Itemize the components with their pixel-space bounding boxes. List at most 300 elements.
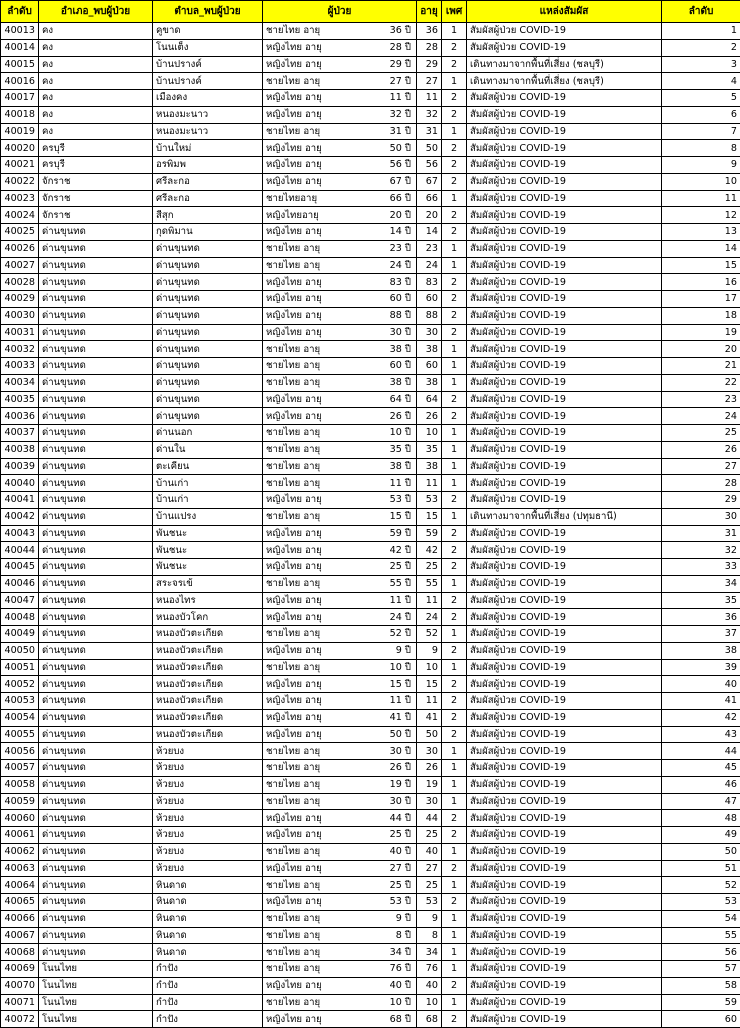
cell-order[interactable]: 30	[662, 508, 740, 525]
cell-amphoe[interactable]: ด่านขุนทด	[39, 659, 153, 676]
cell-order[interactable]: 20	[662, 341, 740, 358]
cell-source[interactable]: สัมผัสผู้ป่วย COVID-19	[467, 391, 662, 408]
cell-order[interactable]: 24	[662, 408, 740, 425]
cell-sex[interactable]: 2	[442, 592, 467, 609]
cell-id[interactable]: 40016	[1, 73, 39, 90]
cell-order[interactable]: 5	[662, 90, 740, 107]
cell-source[interactable]: สัมผัสผู้ป่วย COVID-19	[467, 90, 662, 107]
cell-patient[interactable]	[263, 575, 417, 592]
cell-sex[interactable]: 1	[442, 508, 467, 525]
cell-patient[interactable]	[263, 240, 417, 257]
cell-order[interactable]: 4	[662, 73, 740, 90]
cell-tambon[interactable]: ห้วยบง	[153, 843, 263, 860]
cell-source[interactable]: สัมผัสผู้ป่วย COVID-19	[467, 894, 662, 911]
cell-amphoe[interactable]: ด่านขุนทด	[39, 642, 153, 659]
cell-id[interactable]: 40038	[1, 441, 39, 458]
cell-sex[interactable]: 1	[442, 190, 467, 207]
cell-source[interactable]: สัมผัสผู้ป่วย COVID-19	[467, 559, 662, 576]
cell-order[interactable]: 50	[662, 843, 740, 860]
cell-source[interactable]: สัมผัสผู้ป่วย COVID-19	[467, 492, 662, 509]
cell-id[interactable]: 40045	[1, 559, 39, 576]
cell-order[interactable]: 53	[662, 894, 740, 911]
cell-amphoe[interactable]: โนนไทย	[39, 994, 153, 1011]
cell-age[interactable]: 32	[417, 106, 442, 123]
cell-tambon[interactable]: ด่านขุนทด	[153, 257, 263, 274]
cell-amphoe[interactable]: ด่านขุนทด	[39, 810, 153, 827]
cell-tambon[interactable]: สีสุก	[153, 207, 263, 224]
cell-tambon[interactable]: หนองมะนาว	[153, 106, 263, 123]
cell-amphoe[interactable]: ด่านขุนทด	[39, 693, 153, 710]
cell-age[interactable]: 24	[417, 609, 442, 626]
cell-patient[interactable]	[263, 810, 417, 827]
cell-amphoe[interactable]: ด่านขุนทด	[39, 525, 153, 542]
cell-id[interactable]: 40022	[1, 173, 39, 190]
cell-source[interactable]: สัมผัสผู้ป่วย COVID-19	[467, 1011, 662, 1028]
cell-patient[interactable]	[263, 39, 417, 56]
cell-order[interactable]: 43	[662, 726, 740, 743]
cell-age[interactable]: 31	[417, 123, 442, 140]
cell-age[interactable]: 50	[417, 726, 442, 743]
cell-tambon[interactable]: ศรีละกอ	[153, 173, 263, 190]
cell-amphoe[interactable]: ด่านขุนทด	[39, 257, 153, 274]
cell-sex[interactable]: 1	[442, 23, 467, 40]
cell-sex[interactable]: 2	[442, 894, 467, 911]
cell-tambon[interactable]: ห้วยบง	[153, 810, 263, 827]
cell-patient[interactable]	[263, 425, 417, 442]
cell-order[interactable]: 14	[662, 240, 740, 257]
cell-amphoe[interactable]: ด่านขุนทด	[39, 592, 153, 609]
cell-tambon[interactable]: ห้วยบง	[153, 793, 263, 810]
cell-tambon[interactable]: สระจรเข้	[153, 575, 263, 592]
cell-order[interactable]: 23	[662, 391, 740, 408]
cell-patient[interactable]	[263, 508, 417, 525]
cell-source[interactable]: สัมผัสผู้ป่วย COVID-19	[467, 693, 662, 710]
cell-tambon[interactable]: ศรีละกอ	[153, 190, 263, 207]
cell-sex[interactable]: 2	[442, 224, 467, 241]
cell-amphoe[interactable]: จักราช	[39, 173, 153, 190]
cell-sex[interactable]: 1	[442, 944, 467, 961]
cell-id[interactable]: 40050	[1, 642, 39, 659]
cell-amphoe[interactable]: ด่านขุนทด	[39, 927, 153, 944]
cell-order[interactable]: 21	[662, 358, 740, 375]
cell-source[interactable]: สัมผัสผู้ป่วย COVID-19	[467, 358, 662, 375]
cell-tambon[interactable]: พันชนะ	[153, 559, 263, 576]
cell-age[interactable]: 50	[417, 140, 442, 157]
cell-amphoe[interactable]: ด่านขุนทด	[39, 408, 153, 425]
cell-tambon[interactable]: หนองไทร	[153, 592, 263, 609]
cell-amphoe[interactable]: คง	[39, 73, 153, 90]
cell-amphoe[interactable]: ด่านขุนทด	[39, 709, 153, 726]
cell-source[interactable]: สัมผัสผู้ป่วย COVID-19	[467, 475, 662, 492]
cell-order[interactable]: 7	[662, 123, 740, 140]
cell-id[interactable]: 40032	[1, 341, 39, 358]
cell-age[interactable]: 88	[417, 307, 442, 324]
cell-id[interactable]: 40063	[1, 860, 39, 877]
cell-patient[interactable]	[263, 977, 417, 994]
cell-tambon[interactable]: คูขาด	[153, 23, 263, 40]
cell-patient[interactable]	[263, 944, 417, 961]
cell-id[interactable]: 40043	[1, 525, 39, 542]
cell-patient[interactable]	[263, 693, 417, 710]
cell-amphoe[interactable]: คง	[39, 90, 153, 107]
cell-order[interactable]: 27	[662, 458, 740, 475]
cell-sex[interactable]: 2	[442, 542, 467, 559]
cell-age[interactable]: 25	[417, 827, 442, 844]
cell-source[interactable]: สัมผัสผู้ป่วย COVID-19	[467, 207, 662, 224]
cell-tambon[interactable]: หนองบัวโคก	[153, 609, 263, 626]
cell-patient[interactable]	[263, 843, 417, 860]
cell-sex[interactable]: 1	[442, 257, 467, 274]
cell-source[interactable]: สัมผัสผู้ป่วย COVID-19	[467, 542, 662, 559]
cell-tambon[interactable]: ด่านขุนทด	[153, 291, 263, 308]
cell-patient[interactable]	[263, 492, 417, 509]
cell-tambon[interactable]: ด่านขุนทด	[153, 240, 263, 257]
cell-source[interactable]: สัมผัสผู้ป่วย COVID-19	[467, 944, 662, 961]
cell-sex[interactable]: 1	[442, 877, 467, 894]
cell-amphoe[interactable]: ด่านขุนทด	[39, 676, 153, 693]
cell-sex[interactable]: 2	[442, 207, 467, 224]
cell-tambon[interactable]: ห้วยบง	[153, 827, 263, 844]
cell-patient[interactable]	[263, 207, 417, 224]
cell-tambon[interactable]: ด่านขุนทด	[153, 408, 263, 425]
cell-sex[interactable]: 2	[442, 693, 467, 710]
cell-amphoe[interactable]: ด่านขุนทด	[39, 307, 153, 324]
cell-sex[interactable]: 1	[442, 240, 467, 257]
cell-sex[interactable]: 2	[442, 709, 467, 726]
cell-sex[interactable]: 2	[442, 642, 467, 659]
cell-tambon[interactable]: ด่านนอก	[153, 425, 263, 442]
cell-id[interactable]: 40064	[1, 877, 39, 894]
cell-order[interactable]: 49	[662, 827, 740, 844]
cell-patient[interactable]	[263, 877, 417, 894]
cell-id[interactable]: 40018	[1, 106, 39, 123]
cell-sex[interactable]: 2	[442, 726, 467, 743]
cell-tambon[interactable]: หนองบัวตะเกียด	[153, 659, 263, 676]
cell-patient[interactable]	[263, 994, 417, 1011]
cell-age[interactable]: 29	[417, 56, 442, 73]
cell-sex[interactable]: 2	[442, 676, 467, 693]
cell-source[interactable]: สัมผัสผู้ป่วย COVID-19	[467, 776, 662, 793]
cell-patient[interactable]	[263, 291, 417, 308]
cell-sex[interactable]: 2	[442, 157, 467, 174]
cell-tambon[interactable]: กำปัง	[153, 994, 263, 1011]
cell-id[interactable]: 40037	[1, 425, 39, 442]
cell-id[interactable]: 40014	[1, 39, 39, 56]
cell-sex[interactable]: 2	[442, 173, 467, 190]
cell-age[interactable]: 27	[417, 860, 442, 877]
cell-id[interactable]: 40023	[1, 190, 39, 207]
cell-patient[interactable]	[263, 23, 417, 40]
cell-age[interactable]: 25	[417, 877, 442, 894]
cell-source[interactable]: สัมผัสผู้ป่วย COVID-19	[467, 257, 662, 274]
cell-order[interactable]: 31	[662, 525, 740, 542]
cell-order[interactable]: 51	[662, 860, 740, 877]
cell-sex[interactable]: 2	[442, 291, 467, 308]
cell-tambon[interactable]: หินดาด	[153, 927, 263, 944]
cell-tambon[interactable]: บ้านเก่า	[153, 492, 263, 509]
cell-source[interactable]: สัมผัสผู้ป่วย COVID-19	[467, 341, 662, 358]
cell-age[interactable]: 10	[417, 659, 442, 676]
cell-amphoe[interactable]: ด่านขุนทด	[39, 475, 153, 492]
cell-sex[interactable]: 1	[442, 994, 467, 1011]
cell-tambon[interactable]: หนองบัวตะเกียด	[153, 676, 263, 693]
cell-amphoe[interactable]: ด่านขุนทด	[39, 425, 153, 442]
cell-age[interactable]: 38	[417, 458, 442, 475]
cell-order[interactable]: 26	[662, 441, 740, 458]
cell-tambon[interactable]: หนองบัวตะเกียด	[153, 726, 263, 743]
cell-sex[interactable]: 1	[442, 441, 467, 458]
cell-tambon[interactable]: ด่านขุนทด	[153, 307, 263, 324]
cell-id[interactable]: 40017	[1, 90, 39, 107]
cell-amphoe[interactable]: โนนไทย	[39, 977, 153, 994]
cell-source[interactable]: สัมผัสผู้ป่วย COVID-19	[467, 927, 662, 944]
cell-amphoe[interactable]: คง	[39, 123, 153, 140]
cell-sex[interactable]: 2	[442, 56, 467, 73]
cell-patient[interactable]	[263, 307, 417, 324]
cell-patient[interactable]	[263, 559, 417, 576]
cell-id[interactable]: 40066	[1, 910, 39, 927]
cell-age[interactable]: 27	[417, 73, 442, 90]
cell-age[interactable]: 59	[417, 525, 442, 542]
cell-age[interactable]: 44	[417, 810, 442, 827]
header-patient[interactable]: ผู้ป่วย	[263, 1, 417, 23]
cell-order[interactable]: 37	[662, 626, 740, 643]
cell-order[interactable]: 18	[662, 307, 740, 324]
cell-age[interactable]: 56	[417, 157, 442, 174]
cell-age[interactable]: 9	[417, 910, 442, 927]
cell-age[interactable]: 26	[417, 408, 442, 425]
cell-order[interactable]: 28	[662, 475, 740, 492]
cell-tambon[interactable]: กำปัง	[153, 961, 263, 978]
cell-order[interactable]: 36	[662, 609, 740, 626]
cell-id[interactable]: 40019	[1, 123, 39, 140]
cell-age[interactable]: 10	[417, 994, 442, 1011]
cell-order[interactable]: 11	[662, 190, 740, 207]
cell-amphoe[interactable]: โนนไทย	[39, 961, 153, 978]
header-amphoe[interactable]: อำเภอ_พบผู้ป่วย	[39, 1, 153, 23]
cell-id[interactable]: 40059	[1, 793, 39, 810]
cell-tambon[interactable]: หินดาด	[153, 877, 263, 894]
cell-age[interactable]: 60	[417, 291, 442, 308]
cell-tambon[interactable]: พันชนะ	[153, 542, 263, 559]
cell-amphoe[interactable]: ครบุรี	[39, 140, 153, 157]
cell-sex[interactable]: 2	[442, 307, 467, 324]
cell-amphoe[interactable]: ด่านขุนทด	[39, 760, 153, 777]
cell-amphoe[interactable]: ด่านขุนทด	[39, 542, 153, 559]
cell-id[interactable]: 40068	[1, 944, 39, 961]
cell-patient[interactable]	[263, 106, 417, 123]
cell-source[interactable]: สัมผัสผู้ป่วย COVID-19	[467, 961, 662, 978]
cell-age[interactable]: 11	[417, 90, 442, 107]
cell-patient[interactable]	[263, 1011, 417, 1028]
cell-tambon[interactable]: อรพิมพ	[153, 157, 263, 174]
cell-patient[interactable]	[263, 776, 417, 793]
header-tambon[interactable]: ตำบล_พบผู้ป่วย	[153, 1, 263, 23]
header-sex[interactable]: เพศ	[442, 1, 467, 23]
cell-source[interactable]: สัมผัสผู้ป่วย COVID-19	[467, 224, 662, 241]
cell-age[interactable]: 40	[417, 977, 442, 994]
cell-patient[interactable]	[263, 123, 417, 140]
cell-tambon[interactable]: กำปัง	[153, 977, 263, 994]
cell-age[interactable]: 11	[417, 693, 442, 710]
cell-id[interactable]: 40025	[1, 224, 39, 241]
cell-order[interactable]: 8	[662, 140, 740, 157]
cell-order[interactable]: 45	[662, 760, 740, 777]
cell-sex[interactable]: 1	[442, 626, 467, 643]
cell-patient[interactable]	[263, 358, 417, 375]
cell-patient[interactable]	[263, 56, 417, 73]
cell-sex[interactable]: 2	[442, 492, 467, 509]
cell-id[interactable]: 40053	[1, 693, 39, 710]
cell-patient[interactable]	[263, 391, 417, 408]
cell-age[interactable]: 53	[417, 492, 442, 509]
cell-id[interactable]: 40070	[1, 977, 39, 994]
cell-patient[interactable]	[263, 190, 417, 207]
cell-order[interactable]: 13	[662, 224, 740, 241]
cell-sex[interactable]: 2	[442, 274, 467, 291]
header-source[interactable]: แหล่งสัมผัส	[467, 1, 662, 23]
cell-patient[interactable]	[263, 961, 417, 978]
cell-id[interactable]: 40031	[1, 324, 39, 341]
cell-tambon[interactable]: บ้านปรางค์	[153, 73, 263, 90]
cell-age[interactable]: 15	[417, 676, 442, 693]
cell-sex[interactable]: 1	[442, 458, 467, 475]
cell-age[interactable]: 30	[417, 743, 442, 760]
cell-id[interactable]: 40013	[1, 23, 39, 40]
cell-age[interactable]: 60	[417, 358, 442, 375]
cell-patient[interactable]	[263, 793, 417, 810]
cell-patient[interactable]	[263, 626, 417, 643]
cell-source[interactable]: สัมผัสผู้ป่วย COVID-19	[467, 676, 662, 693]
cell-tambon[interactable]: หนองบัวตะเกียด	[153, 709, 263, 726]
cell-id[interactable]: 40049	[1, 626, 39, 643]
cell-amphoe[interactable]: ด่านขุนทด	[39, 458, 153, 475]
cell-id[interactable]: 40015	[1, 56, 39, 73]
cell-order[interactable]: 56	[662, 944, 740, 961]
cell-tambon[interactable]: เมืองคง	[153, 90, 263, 107]
cell-age[interactable]: 9	[417, 642, 442, 659]
cell-patient[interactable]	[263, 374, 417, 391]
cell-patient[interactable]	[263, 73, 417, 90]
cell-age[interactable]: 38	[417, 374, 442, 391]
cell-order[interactable]: 47	[662, 793, 740, 810]
cell-amphoe[interactable]: ด่านขุนทด	[39, 224, 153, 241]
cell-amphoe[interactable]: ด่านขุนทด	[39, 944, 153, 961]
cell-amphoe[interactable]: ด่านขุนทด	[39, 793, 153, 810]
cell-sex[interactable]: 1	[442, 776, 467, 793]
cell-sex[interactable]: 2	[442, 408, 467, 425]
cell-source[interactable]: สัมผัสผู้ป่วย COVID-19	[467, 843, 662, 860]
cell-source[interactable]: สัมผัสผู้ป่วย COVID-19	[467, 743, 662, 760]
cell-amphoe[interactable]: คง	[39, 39, 153, 56]
cell-age[interactable]: 11	[417, 475, 442, 492]
header-order[interactable]: ลำดับ	[662, 1, 740, 23]
cell-age[interactable]: 34	[417, 944, 442, 961]
cell-age[interactable]: 19	[417, 776, 442, 793]
cell-source[interactable]: สัมผัสผู้ป่วย COVID-19	[467, 425, 662, 442]
cell-source[interactable]: สัมผัสผู้ป่วย COVID-19	[467, 592, 662, 609]
cell-patient[interactable]	[263, 726, 417, 743]
cell-tambon[interactable]: ห้วยบง	[153, 776, 263, 793]
cell-sex[interactable]: 2	[442, 810, 467, 827]
cell-tambon[interactable]: ด่านขุนทด	[153, 341, 263, 358]
cell-id[interactable]: 40035	[1, 391, 39, 408]
cell-id[interactable]: 40034	[1, 374, 39, 391]
cell-sex[interactable]: 1	[442, 73, 467, 90]
cell-age[interactable]: 26	[417, 760, 442, 777]
cell-id[interactable]: 40036	[1, 408, 39, 425]
cell-patient[interactable]	[263, 157, 417, 174]
cell-sex[interactable]: 1	[442, 358, 467, 375]
cell-sex[interactable]: 2	[442, 559, 467, 576]
cell-tambon[interactable]: หินดาด	[153, 894, 263, 911]
cell-amphoe[interactable]: ด่านขุนทด	[39, 575, 153, 592]
cell-source[interactable]: สัมผัสผู้ป่วย COVID-19	[467, 190, 662, 207]
cell-amphoe[interactable]: ด่านขุนทด	[39, 843, 153, 860]
cell-sex[interactable]: 2	[442, 140, 467, 157]
cell-sex[interactable]: 2	[442, 827, 467, 844]
cell-order[interactable]: 3	[662, 56, 740, 73]
cell-amphoe[interactable]: ด่านขุนทด	[39, 743, 153, 760]
cell-source[interactable]: สัมผัสผู้ป่วย COVID-19	[467, 877, 662, 894]
header-age[interactable]: อายุ	[417, 1, 442, 23]
cell-sex[interactable]: 1	[442, 760, 467, 777]
header-id[interactable]: ลำดับ	[1, 1, 39, 23]
cell-tambon[interactable]: ด่านใน	[153, 441, 263, 458]
cell-patient[interactable]	[263, 910, 417, 927]
cell-order[interactable]: 32	[662, 542, 740, 559]
cell-amphoe[interactable]: ด่านขุนทด	[39, 441, 153, 458]
cell-order[interactable]: 40	[662, 676, 740, 693]
cell-sex[interactable]: 1	[442, 123, 467, 140]
cell-source[interactable]: สัมผัสผู้ป่วย COVID-19	[467, 23, 662, 40]
cell-age[interactable]: 42	[417, 542, 442, 559]
cell-tambon[interactable]: หนองบัวตะเกียด	[153, 642, 263, 659]
cell-age[interactable]: 36	[417, 23, 442, 40]
cell-amphoe[interactable]: ด่านขุนทด	[39, 827, 153, 844]
cell-id[interactable]: 40030	[1, 307, 39, 324]
cell-tambon[interactable]: ห้วยบง	[153, 743, 263, 760]
cell-patient[interactable]	[263, 642, 417, 659]
cell-sex[interactable]: 1	[442, 659, 467, 676]
cell-source[interactable]: สัมผัสผู้ป่วย COVID-19	[467, 910, 662, 927]
cell-age[interactable]: 20	[417, 207, 442, 224]
cell-sex[interactable]: 1	[442, 575, 467, 592]
cell-id[interactable]: 40067	[1, 927, 39, 944]
cell-amphoe[interactable]: ด่านขุนทด	[39, 877, 153, 894]
cell-source[interactable]: สัมผัสผู้ป่วย COVID-19	[467, 157, 662, 174]
cell-id[interactable]: 40041	[1, 492, 39, 509]
cell-tambon[interactable]: หนองบัวตะเกียด	[153, 626, 263, 643]
cell-source[interactable]: สัมผัสผู้ป่วย COVID-19	[467, 709, 662, 726]
cell-age[interactable]: 15	[417, 508, 442, 525]
cell-id[interactable]: 40047	[1, 592, 39, 609]
cell-order[interactable]: 17	[662, 291, 740, 308]
cell-tambon[interactable]: ตะเคียน	[153, 458, 263, 475]
cell-source[interactable]: เดินทางมาจากพื้นที่เสี่ยง (ชลบุรี)	[467, 73, 662, 90]
cell-amphoe[interactable]: ด่านขุนทด	[39, 726, 153, 743]
cell-sex[interactable]: 1	[442, 341, 467, 358]
cell-tambon[interactable]: ด่านขุนทด	[153, 274, 263, 291]
cell-id[interactable]: 40040	[1, 475, 39, 492]
cell-amphoe[interactable]: ด่านขุนทด	[39, 391, 153, 408]
cell-id[interactable]: 40069	[1, 961, 39, 978]
cell-sex[interactable]: 1	[442, 843, 467, 860]
cell-patient[interactable]	[263, 224, 417, 241]
cell-patient[interactable]	[263, 927, 417, 944]
cell-amphoe[interactable]: จักราช	[39, 190, 153, 207]
cell-id[interactable]: 40020	[1, 140, 39, 157]
